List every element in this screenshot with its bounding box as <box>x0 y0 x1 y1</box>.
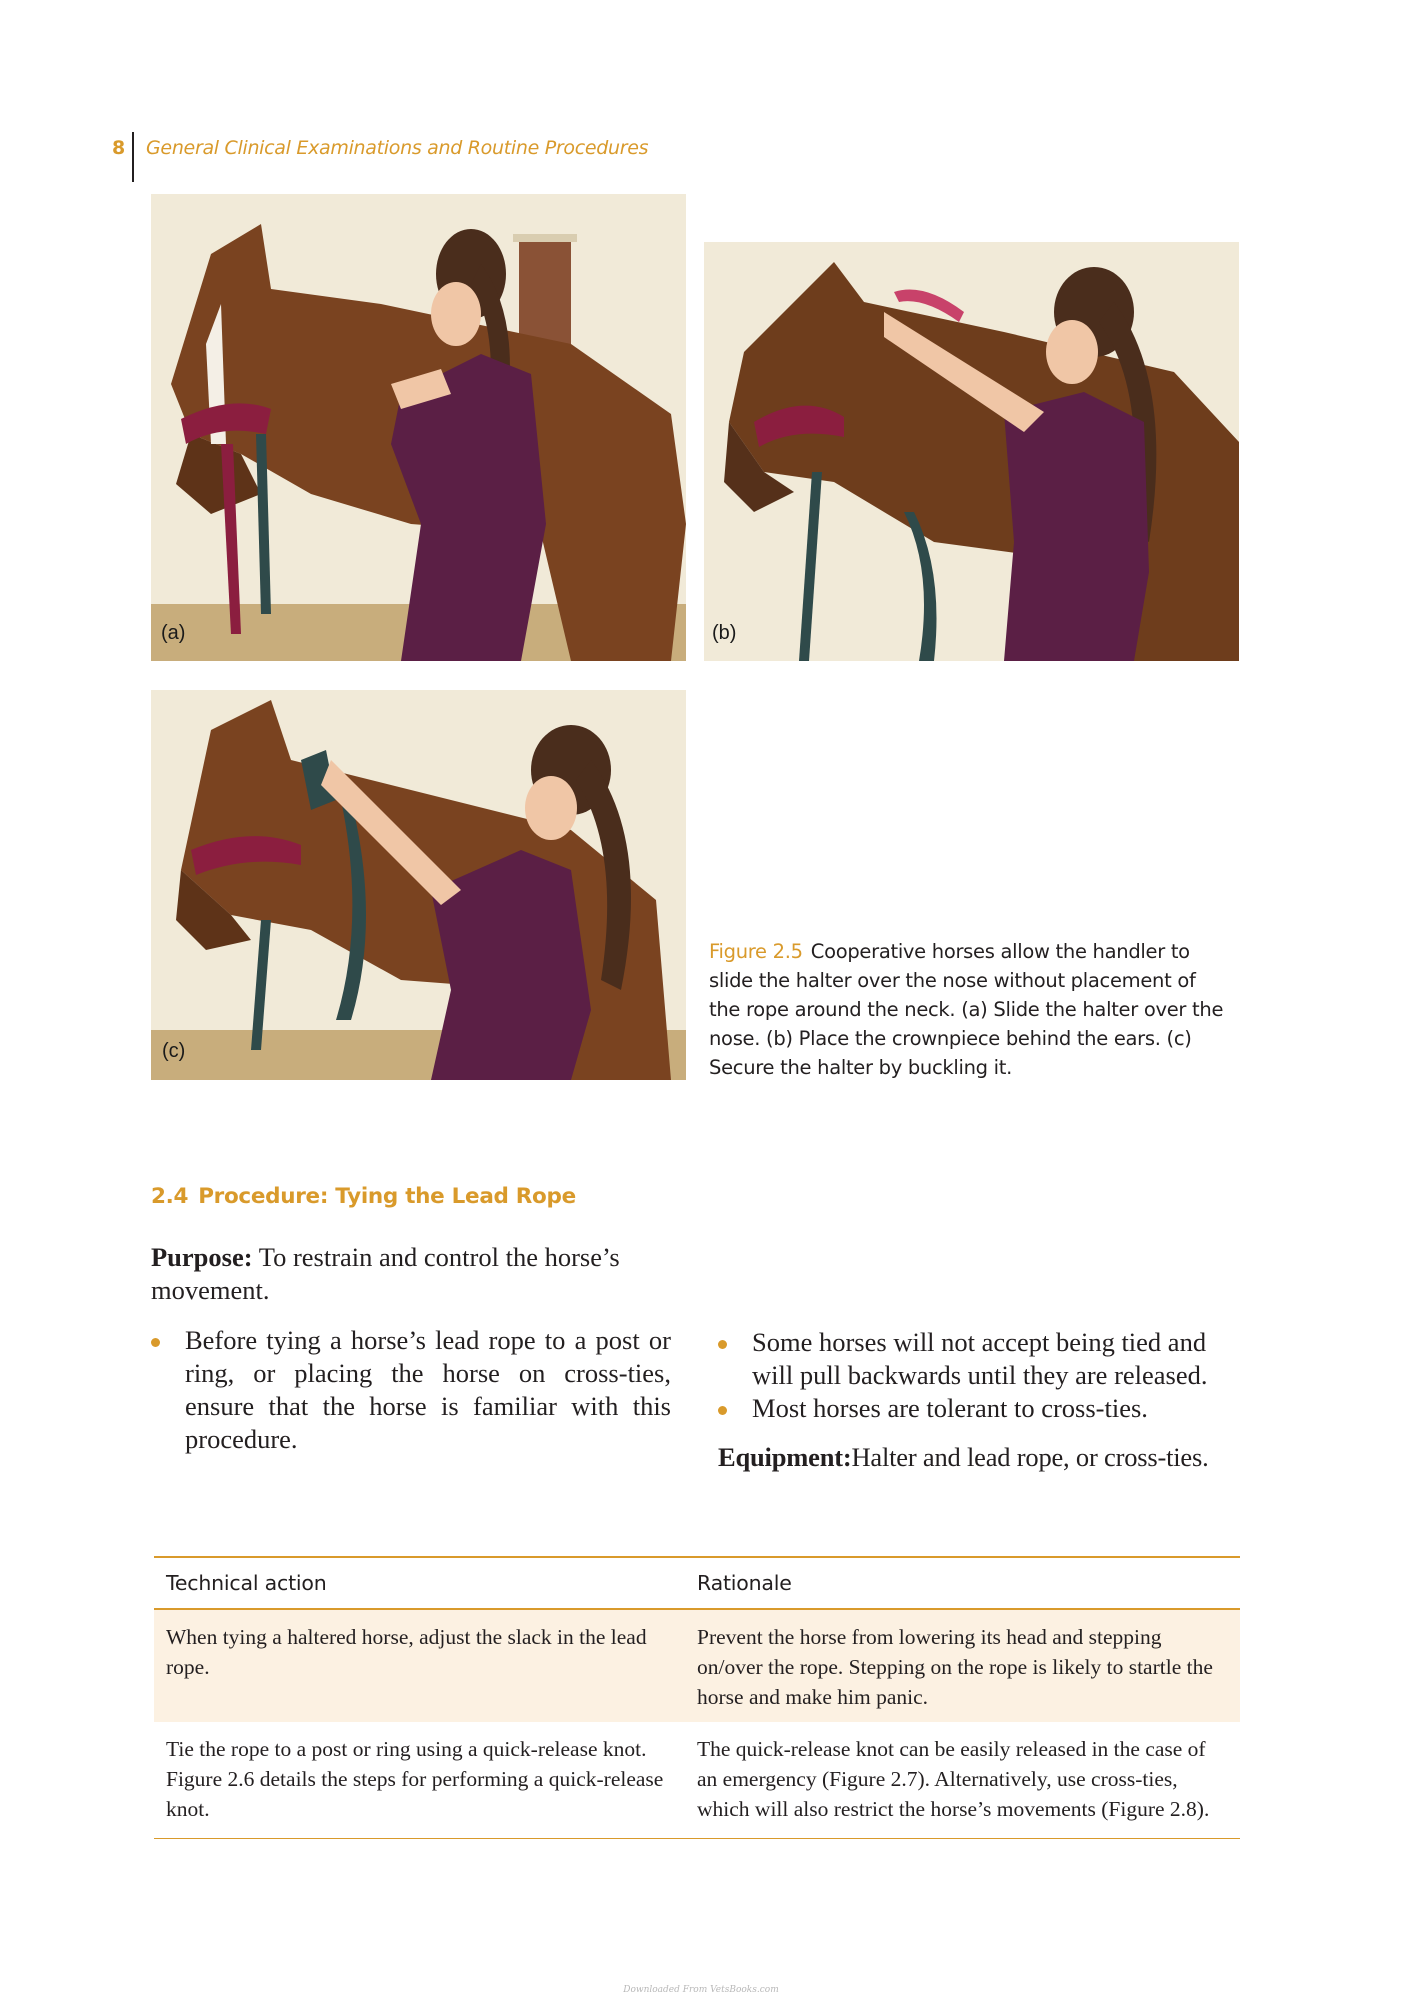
figure-caption-text: Cooperative horses allow the handler to slide the halter over the nose without placement of the rope around the neck. (a) Slide the halter over the nose. (b) Place the crownpiece behind the ears. (c) Secure the halter by buckling it. <box>709 940 1224 1079</box>
procedure-table <box>154 1556 1240 1839</box>
bullet-dot-icon <box>718 1406 727 1415</box>
left-bullet-list <box>151 1324 671 1456</box>
table-cell-action: Tie the rope to a post or ring using a quick-release knot. Figure 2.6 details the steps for performing a quick-release knot. <box>166 1737 664 1821</box>
bullet-text: Before tying a horse’s lead rope to a post or ring, or placing the horse on cross-ties, ensure that the horse is familiar with this procedure. <box>185 1325 671 1454</box>
table-header-row <box>154 1558 1240 1608</box>
list-item <box>151 1324 671 1456</box>
table-cell-rationale: The quick-release knot can be easily released in the case of an emergency (Figure 2.7). Alternatively, use cross-ties, which will also restrict the horse’s movements (Figure 2.8). <box>697 1737 1210 1821</box>
purpose-paragraph <box>151 1241 681 1307</box>
figure-number: Figure 2.5 <box>709 940 803 963</box>
bullet-text: Most horses are tolerant to cross-ties. <box>752 1393 1148 1423</box>
purpose-text: To restrain and control the horse’s movement. <box>151 1242 620 1305</box>
equipment-paragraph <box>718 1441 1258 1474</box>
list-item <box>718 1392 1238 1425</box>
table-row <box>154 1722 1240 1838</box>
equipment-label: Equipment: <box>718 1442 852 1472</box>
figure-photo-c <box>151 690 686 1080</box>
figure-caption <box>709 937 1229 1082</box>
bullet-dot-icon <box>718 1340 727 1349</box>
purpose-label: Purpose: <box>151 1242 253 1272</box>
header-divider <box>132 132 134 182</box>
table-cell-action: When tying a haltered horse, adjust the slack in the lead rope. <box>166 1625 647 1679</box>
list-item <box>718 1326 1238 1392</box>
horse-photo-c-illustration <box>151 690 686 1080</box>
section-number: 2.4 <box>151 1184 189 1209</box>
table-bottom-rule <box>154 1838 1240 1839</box>
panel-label-b: (b) <box>712 622 737 644</box>
figure-photo-b <box>704 242 1239 661</box>
footer-watermark: Downloaded From VetsBooks.com <box>623 1985 779 1995</box>
bullet-text: Some horses will not accept being tied and will pull backwards until they are released. <box>752 1327 1208 1390</box>
panel-label-c: (c) <box>162 1040 186 1062</box>
running-title: General Clinical Examinations and Routine Procedures <box>146 137 649 159</box>
page-number: 8 <box>112 137 126 159</box>
column-header-rationale: Rationale <box>697 1571 792 1595</box>
figure-photo-a <box>151 194 686 661</box>
bullet-dot-icon <box>151 1338 160 1347</box>
panel-label-a: (a) <box>161 622 186 644</box>
column-header-technical-action: Technical action <box>166 1571 327 1595</box>
horse-photo-b-illustration <box>704 242 1239 661</box>
horse-photo-a-illustration <box>151 194 686 661</box>
table-cell-rationale: Prevent the horse from lowering its head and stepping on/over the rope. Stepping on the rope is likely to startle the horse and make him panic. <box>697 1625 1213 1709</box>
section-title: Procedure: Tying the Lead Rope <box>198 1184 576 1209</box>
right-bullet-list <box>718 1326 1238 1425</box>
section-heading <box>151 1184 576 1209</box>
equipment-text: Halter and lead rope, or cross-ties. <box>851 1442 1209 1472</box>
table-row <box>154 1610 1240 1722</box>
